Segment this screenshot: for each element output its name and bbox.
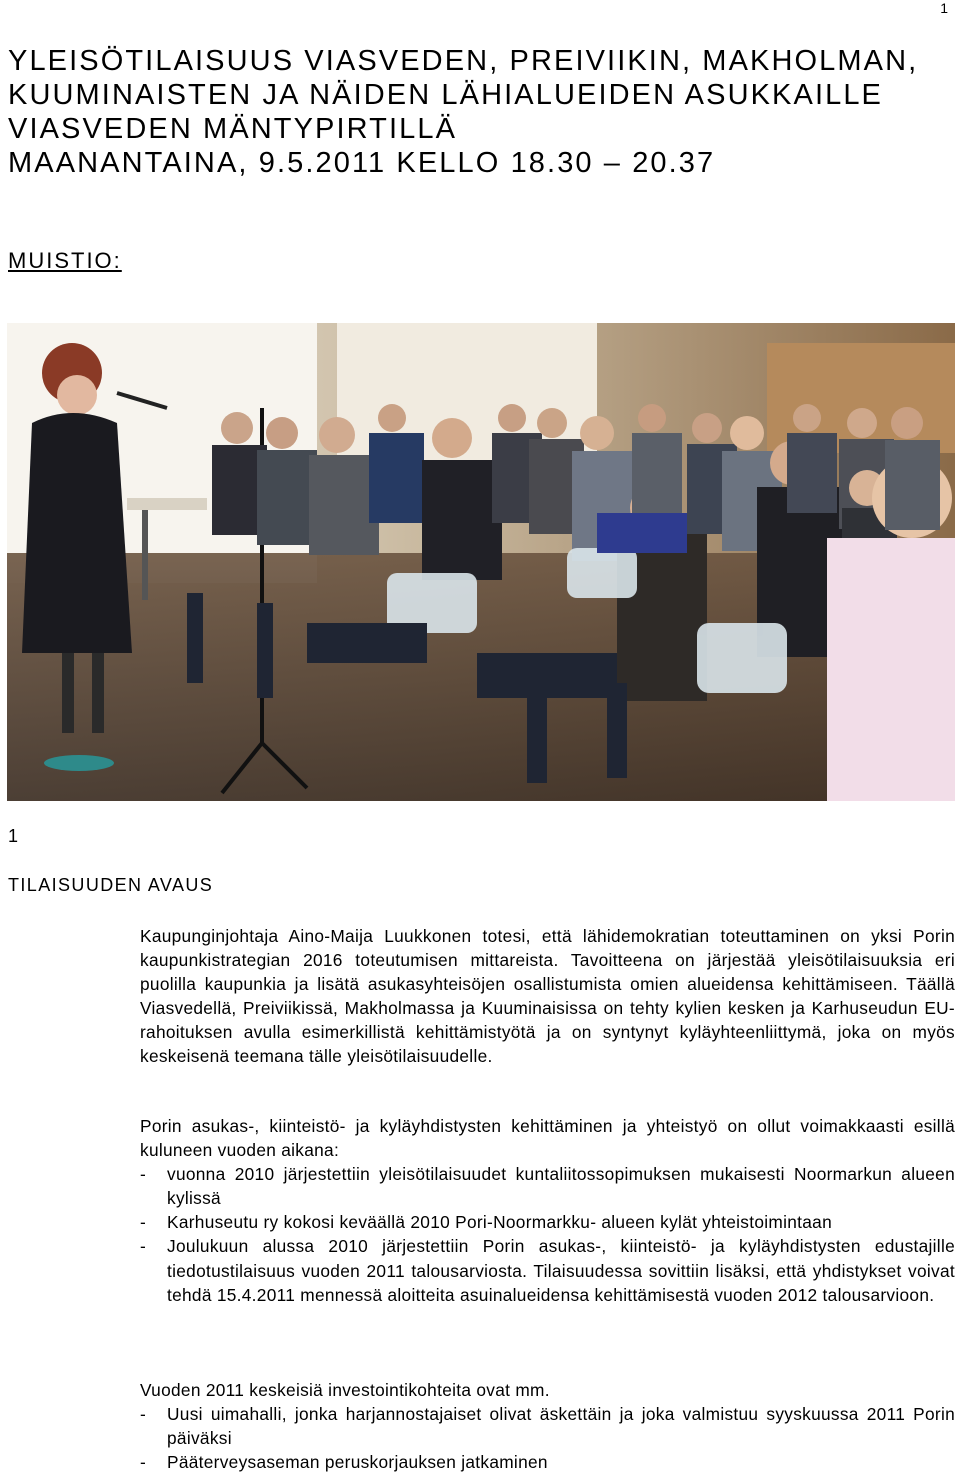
title-line: MAANANTAINA, 9.5.2011 KELLO 18.30 – 20.37 [8, 147, 716, 179]
paragraph-text: Kaupunginjohtaja Aino-Maija Luukkonen totesi, että lähidemokratian toteuttaminen on yksi Porin kaupunkistrategian 2016 toteutumisen mittareista. Tavoitteena on järjestää yleisötilaisuuksia eri puolilla kaupunkia ja lisätä asukasyhteisöjen osallistumista omien alueidensa kehittämiseen. Täällä Viasvedellä, Preiviikissä, Makholmassa ja Kuuminaisissa on tehty kylien kesken ja Karhuseudun EU-rahoituksen avulla esimerkillistä kehittämistyötä ja on syntynyt kyläyhteenliittymä, joka on myös keskeisenä teemana tälle yleisötilaisuudelle. [140, 926, 955, 1067]
meeting-photo [7, 323, 955, 801]
title-line: KUUMINAISTEN JA NÄIDEN LÄHIALUEIDEN ASUKKAILLE [8, 79, 883, 111]
section-title: TILAISUUDEN AVAUS [8, 875, 214, 895]
page-number: 1 [940, 0, 948, 16]
list-item: - Uusi uimahalli, jonka harjannostajaiset olivat äskettäin ja joka valmistuu syyskuussa 2011 Porin päiväksi [140, 1402, 955, 1450]
list-item: - vuonna 2010 järjestettiin yleisötilaisuudet kuntaliitossopimuksen mukaisesti Noormarkun alueen kylissä [140, 1162, 955, 1210]
paragraph-cooperation [140, 1114, 955, 1307]
paragraph-intro: Vuoden 2011 keskeisiä investointikohteita ovat mm. [140, 1380, 550, 1400]
list-item: - Pääterveysaseman peruskorjauksen jatkaminen [140, 1450, 955, 1474]
paragraph-intro: Porin asukas-, kiinteistö- ja kyläyhdistysten kehittäminen ja yhteistyö on ollut voimakkaasti esillä kuluneen vuoden aikana: [140, 1116, 955, 1161]
paragraph-opening [140, 924, 955, 1069]
list-item: - Karhuseutu ry kokosi keväällä 2010 Pori-Noormarkku- alueen kylät yhteistoimintaan [140, 1210, 955, 1234]
title-line: VIASVEDEN MÄNTYPIRTILLÄ [8, 113, 458, 145]
title-line: YLEISÖTILAISUUS VIASVEDEN, PREIVIIKIN, MAKHOLMAN, [8, 45, 919, 77]
meeting-photo-illustration [7, 323, 955, 801]
cooperation-list [140, 1162, 955, 1307]
memo-label: MUISTIO: [8, 248, 122, 273]
section-number: 1 [8, 826, 19, 846]
paragraph-investments [140, 1378, 955, 1474]
investment-list [140, 1402, 955, 1474]
document-title [8, 44, 953, 180]
list-item: - Joulukuun alussa 2010 järjestettiin Porin asukas-, kiinteistö- ja kyläyhdistysten edustajille tiedotustilaisuus vuoden 2011 talousarviosta. Tilaisuudessa sovittiin lisäksi, että yhdistykset voivat tehdä 15.4.2011 mennessä aloitteita asuinalueidensa kehittämisestä vuoden 2012 talousarvioon. [140, 1234, 955, 1306]
